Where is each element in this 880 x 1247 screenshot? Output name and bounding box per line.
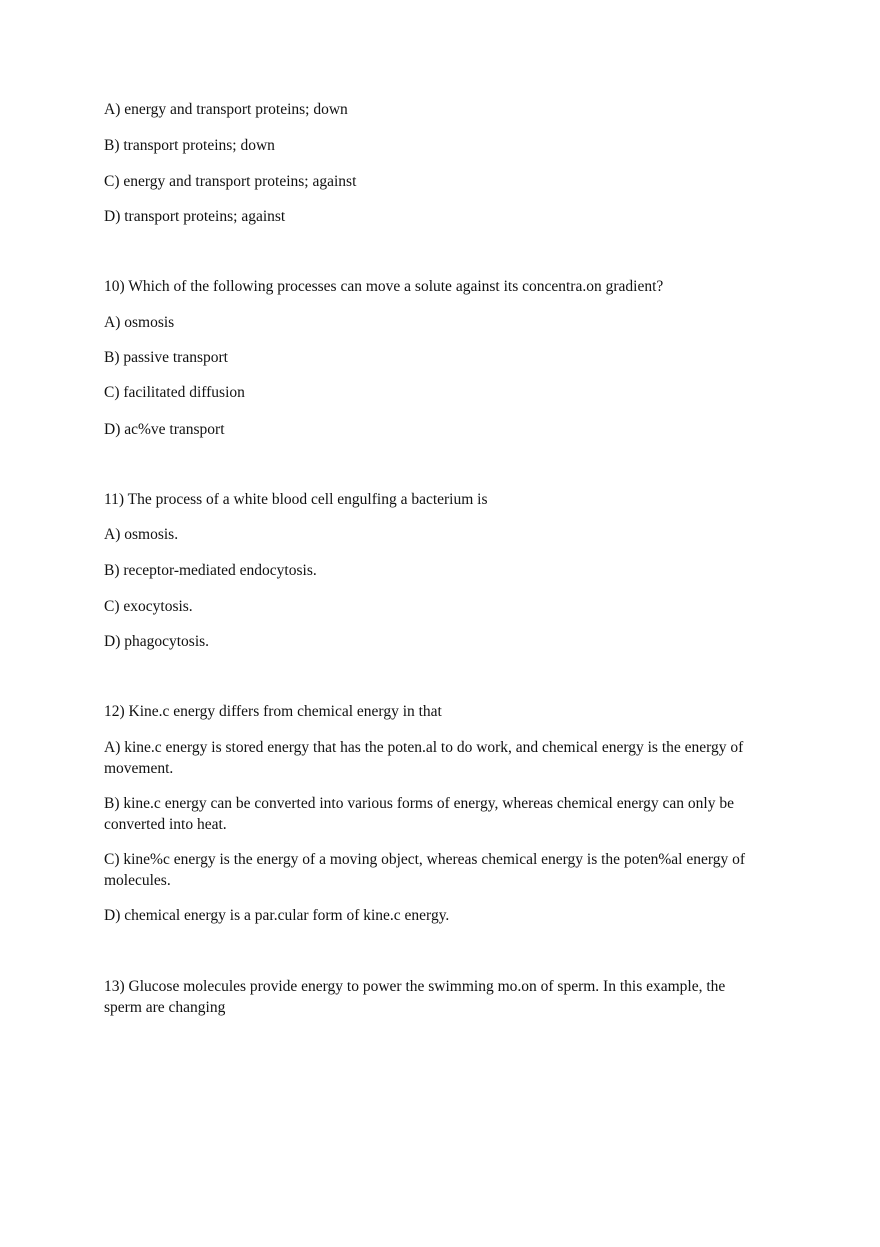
question-12-option-b: B) kine.c energy can be converted into various forms of energy, whereas chemical energy can only be converted into heat.	[104, 795, 734, 833]
question-12-prompt: 12) Kine.c energy differs from chemical energy in that	[104, 703, 442, 720]
question-13-prompt: 13) Glucose molecules provide energy to power the swimming mo.on of sperm. In this example, the sperm are changing	[104, 978, 726, 1016]
question-10-option-c: C) facilitated diffusion	[104, 384, 245, 401]
question-10-option-d: D) ac%ve transport	[104, 421, 225, 438]
question-12-option-c: C) kine%c energy is the energy of a moving object, whereas chemical energy is the poten%al energy of molecules.	[104, 851, 746, 889]
option-continuation-a: A) energy and transport proteins; down	[104, 101, 348, 118]
question-11-option-a: A) osmosis.	[104, 526, 179, 543]
option-continuation-d: D) transport proteins; against	[104, 208, 286, 225]
question-11-option-d: D) phagocytosis.	[104, 633, 210, 650]
option-continuation-c: C) energy and transport proteins; against	[104, 173, 357, 190]
question-12-option-d: D) chemical energy is a par.cular form of kine.c energy.	[104, 907, 450, 924]
question-12-option-a: A) kine.c energy is stored energy that has the poten.al to do work, and chemical energy is the energy of movement.	[104, 739, 744, 777]
question-11-option-c: C) exocytosis.	[104, 598, 193, 615]
question-10-option-a: A) osmosis	[104, 314, 175, 331]
option-continuation-b: B) transport proteins; down	[104, 137, 275, 154]
question-11-prompt: 11) The process of a white blood cell engulfing a bacterium is	[104, 491, 488, 508]
question-10-prompt: 10) Which of the following processes can move a solute against its concentra.on gradient?	[104, 278, 664, 295]
question-10-option-b: B) passive transport	[104, 349, 228, 366]
question-11-option-b: B) receptor-mediated endocytosis.	[104, 562, 317, 579]
